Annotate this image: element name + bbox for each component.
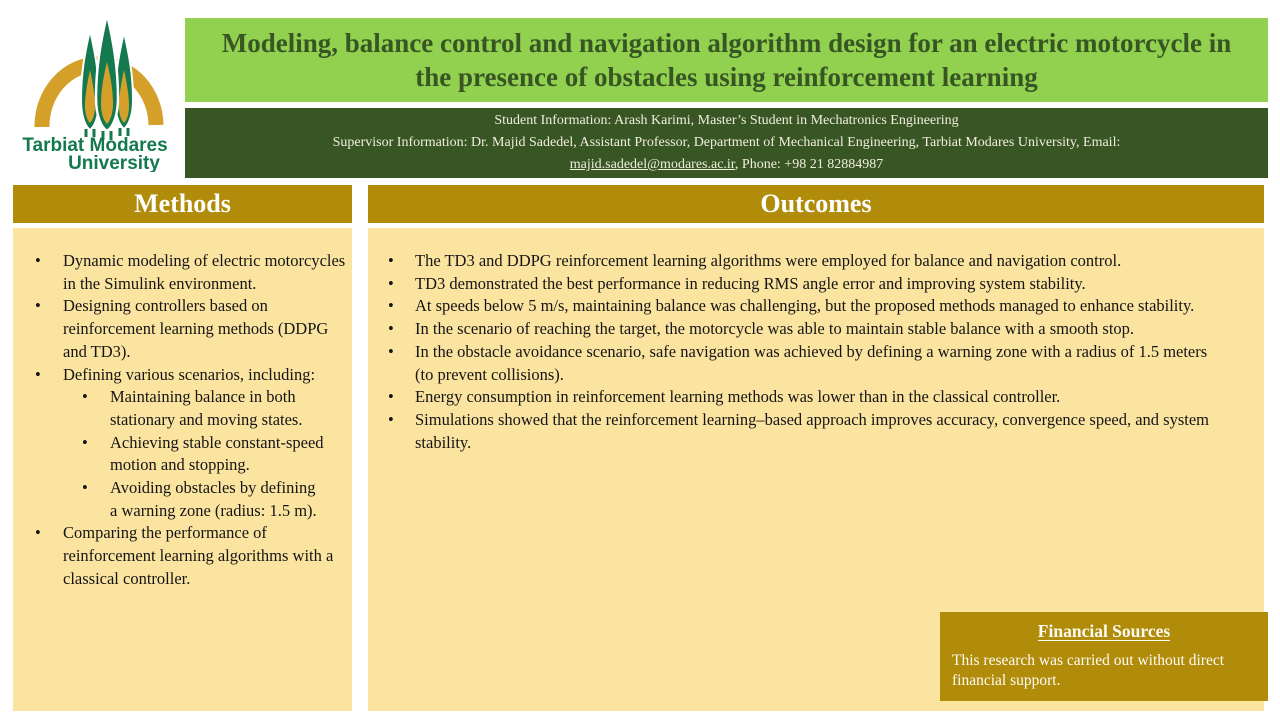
poster-title — [185, 18, 1268, 102]
logo-tree-center — [96, 14, 118, 140]
bullet-icon — [388, 386, 415, 409]
bullet-icon — [35, 522, 63, 545]
logo-text-line2: University — [68, 153, 160, 172]
outcomes-list-item — [388, 295, 1224, 318]
methods-panel — [13, 228, 352, 711]
methods-list-item — [35, 364, 346, 387]
outcomes-list-item — [388, 250, 1224, 273]
methods-item-text: Defining various scenarios, including: — [63, 364, 316, 384]
outcomes-list-item — [388, 318, 1224, 341]
methods-item-text: Designing controllers based on reinforcement learning methods (DDPG and TD3). — [63, 296, 329, 361]
methods-item-text: Maintaining balance in both stationary and moving states. — [110, 387, 303, 429]
info-banner — [185, 108, 1268, 178]
bullet-icon — [82, 477, 110, 500]
methods-item-text: Avoiding obstacles by defining a warning zone (radius: 1.5 m). — [110, 478, 317, 520]
supervisor-info-line: Supervisor Information: Dr. Majid Sadedel, Assistant Professor, Department of Mechanical Engineering, Tarbiat Modares University, Email: — [332, 135, 1121, 150]
outcomes-header — [368, 185, 1264, 223]
methods-item-text: Comparing the performance of reinforcement learning algorithms with a classical controller. — [63, 523, 334, 588]
outcomes-item-text: In the obstacle avoidance scenario, safe navigation was achieved by defining a warning zone with a radius of 1.5 meters (to prevent collisions). — [415, 341, 1208, 384]
methods-item-text: Dynamic modeling of electric motorcycles in the Simulink environment. — [63, 251, 346, 293]
methods-header — [13, 185, 352, 223]
bullet-icon — [388, 341, 415, 364]
bullet-icon — [388, 409, 415, 432]
outcomes-item-text: At speeds below 5 m/s, maintaining balance was challenging, but the proposed methods managed to enhance stability. — [415, 296, 1195, 316]
financial-sources-text: This research was carried out without direct financial support. — [952, 652, 1225, 689]
student-info-line: Student Information: Arash Karimi, Master’s Student in Mechatronics Engineering — [494, 113, 959, 128]
outcomes-list-item — [388, 341, 1224, 386]
phone-text: , Phone: +98 21 82884987 — [734, 157, 884, 172]
methods-header-label: Methods — [134, 189, 231, 218]
financial-sources-title: Financial Sources — [1037, 621, 1171, 641]
bullet-icon — [82, 432, 110, 455]
methods-item-text: Achieving stable constant-speed motion and stopping. — [110, 432, 324, 475]
bullet-icon — [388, 295, 415, 318]
contact-info-line — [185, 154, 1268, 176]
methods-list-item — [82, 432, 346, 477]
outcomes-item-text: In the scenario of reaching the target, the motorcycle was able to maintain stable balance with a smooth stop. — [415, 319, 1135, 339]
methods-list-item — [35, 522, 346, 590]
financial-sources-box — [940, 612, 1268, 701]
outcomes-list-item — [388, 386, 1224, 409]
methods-list-item — [35, 295, 346, 363]
outcomes-item-text: TD3 demonstrated the best performance in reducing RMS angle error and improving system stability. — [415, 273, 1086, 293]
bullet-icon — [388, 318, 415, 341]
bullet-icon — [35, 250, 63, 273]
methods-list-item — [82, 386, 346, 431]
methods-list-item — [82, 477, 346, 522]
outcomes-list-item — [388, 273, 1224, 296]
university-logo — [15, 8, 177, 172]
bullet-icon — [388, 250, 415, 273]
bullet-icon — [82, 386, 110, 409]
logo-text-line1: Tarbiat Modares — [22, 135, 168, 156]
bullet-icon — [388, 273, 415, 296]
bullet-icon — [35, 364, 63, 387]
bullet-icon — [35, 295, 63, 318]
outcomes-header-label: Outcomes — [760, 189, 872, 218]
outcomes-list-item — [388, 409, 1224, 454]
outcomes-item-text: Energy consumption in reinforcement learning methods was lower than in the classical controller. — [415, 387, 1061, 407]
outcomes-item-text: The TD3 and DDPG reinforcement learning algorithms were employed for balance and navigation control. — [415, 251, 1122, 270]
outcomes-item-text: Simulations showed that the reinforcement learning–based approach improves accuracy, convergence speed, and system stability. — [415, 409, 1210, 452]
methods-list-item — [35, 250, 346, 295]
email-link[interactable]: majid.sadedel@modares.ac.ir — [569, 157, 735, 172]
poster-title-text: Modeling, balance control and navigation algorithm design for an electric motorcycle in the presence of obstacles using reinforcement learning — [221, 28, 1232, 92]
